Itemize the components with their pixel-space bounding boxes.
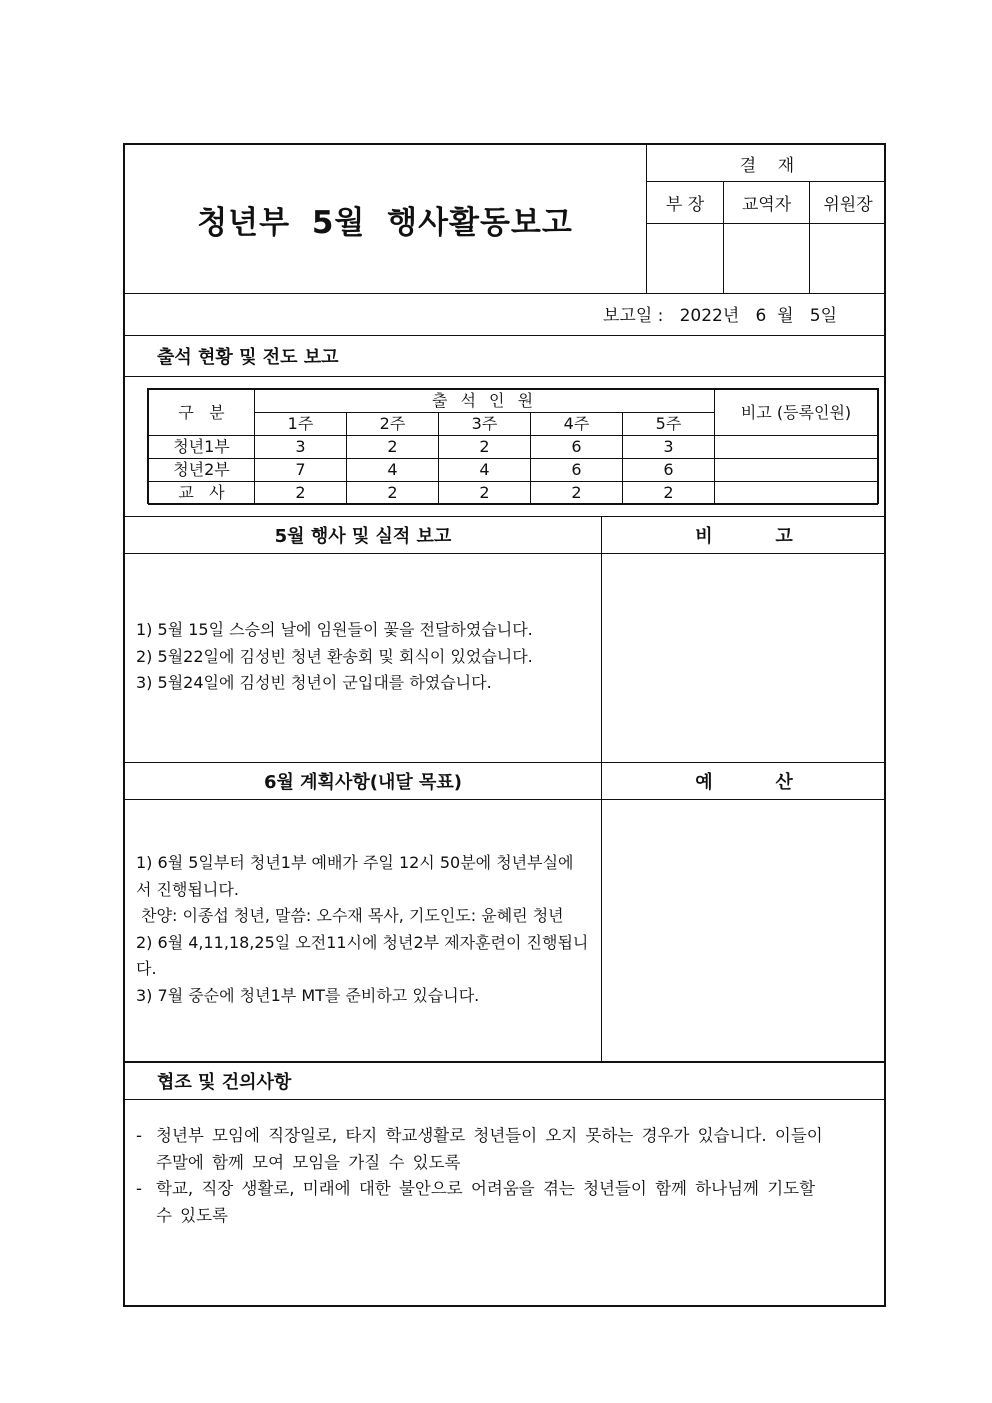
divider	[125, 1061, 886, 1063]
list-item: 1) 5월 15일 스승의 날에 임원들이 꽃을 전달하였습니다.	[136, 620, 533, 639]
list-dash: -	[136, 1179, 142, 1198]
report-frame	[123, 143, 886, 1307]
divider	[125, 1099, 886, 1100]
june-plan-list	[136, 850, 596, 1009]
attendance-count-header: 출 석 인 원	[255, 390, 715, 413]
approval-role-minister: 교역자	[741, 195, 792, 215]
week-header: 1주	[255, 413, 347, 436]
list-line: 학교, 직장 생활로, 미래에 대한 불안으로 어려움을 겪는 청년들이 함께 하나님께 기도할	[156, 1179, 816, 1198]
list-line: 주말에 함께 모여 모임을 가질 수 있도록	[156, 1152, 461, 1172]
attendance-category-header: 구 분	[149, 390, 255, 436]
week-header: 2주	[347, 413, 439, 436]
divider	[125, 799, 886, 800]
attendance-value: 6	[531, 459, 623, 482]
attendance-value: 6	[623, 459, 715, 482]
list-item: 다.	[136, 959, 157, 978]
list-item: 2) 5월22일에 김성빈 청년 환송회 및 회식이 있었습니다.	[136, 646, 533, 666]
list-line: 수 있도록	[156, 1205, 229, 1225]
divider	[125, 293, 886, 294]
list-item: 1) 6월 5일부터 청년1부 예배가 주일 12시 50분에 청년부실에	[136, 853, 574, 872]
list-item: 3) 7월 중순에 청년1부 MT를 준비하고 있습니다.	[136, 985, 480, 1005]
may-report-header: 5월 행사 및 실적 보고	[274, 526, 452, 547]
may-note-header: 비 고	[695, 526, 793, 547]
attendance-value: 3	[623, 436, 715, 459]
budget-header: 예 산	[695, 772, 793, 793]
approval-role-manager: 부 장	[665, 195, 705, 215]
attendance-value: 2	[347, 482, 439, 505]
week-header: 5주	[623, 413, 715, 436]
list-dash: -	[136, 1126, 142, 1145]
approval-header: 결 재	[739, 155, 795, 176]
attendance-value: 6	[531, 436, 623, 459]
divider	[125, 516, 886, 517]
divider	[125, 335, 886, 336]
attendance-value: 4	[347, 459, 439, 482]
approval-role-chair: 위원장	[823, 195, 873, 215]
list-item	[136, 1123, 880, 1176]
list-item: 3) 5월24일에 김성빈 청년이 군입대를 하였습니다.	[136, 673, 492, 692]
list-item: 2) 6월 4,11,18,25일 오전11시에 청년2부 제자훈련이 진행됩니	[136, 932, 589, 952]
approval-line	[646, 223, 886, 224]
cooperation-header: 협조 및 건의사항	[157, 1072, 292, 1093]
divider	[125, 762, 886, 763]
attendance-value: 2	[439, 436, 531, 459]
report-date: 보고일 : 2022년 6 월 5일	[603, 306, 838, 326]
divider	[125, 553, 886, 554]
may-report-list	[136, 617, 533, 697]
table-row	[149, 436, 878, 459]
attendance-value: 4	[439, 459, 531, 482]
attendance-value: 3	[255, 436, 347, 459]
attendance-note	[715, 482, 878, 505]
list-item: 서 진행됩니다.	[136, 879, 239, 899]
row-label: 청년1부	[149, 436, 255, 459]
attendance-table	[147, 388, 879, 504]
list-item: 찬양: 이종섭 청년, 말씀: 오수재 목사, 기도인도: 윤혜린 청년	[136, 906, 564, 925]
table-row	[149, 482, 878, 505]
attendance-value: 2	[439, 482, 531, 505]
list-item	[136, 1176, 880, 1229]
page-title: 청년부 5월 행사활동보고	[197, 204, 573, 241]
attendance-section-title: 출석 현황 및 전도 보고	[157, 347, 339, 368]
cooperation-list	[136, 1123, 880, 1229]
june-plan-header: 6월 계획사항(내달 목표)	[263, 772, 462, 793]
week-header: 4주	[531, 413, 623, 436]
attendance-value: 2	[347, 436, 439, 459]
attendance-note-header: 비고 (등록인원)	[715, 390, 878, 436]
row-label: 교 사	[149, 482, 255, 505]
attendance-value: 2	[623, 482, 715, 505]
week-header: 3주	[439, 413, 531, 436]
attendance-value: 2	[531, 482, 623, 505]
attendance-note	[715, 459, 878, 482]
attendance-value: 7	[255, 459, 347, 482]
row-label: 청년2부	[149, 459, 255, 482]
table-row	[149, 459, 878, 482]
attendance-value: 2	[255, 482, 347, 505]
divider	[125, 376, 886, 377]
list-line: 청년부 모임에 직장일로, 타지 학교생활로 청년들이 오지 못하는 경우가 있습니다. 이들이	[156, 1126, 823, 1145]
attendance-note	[715, 436, 878, 459]
